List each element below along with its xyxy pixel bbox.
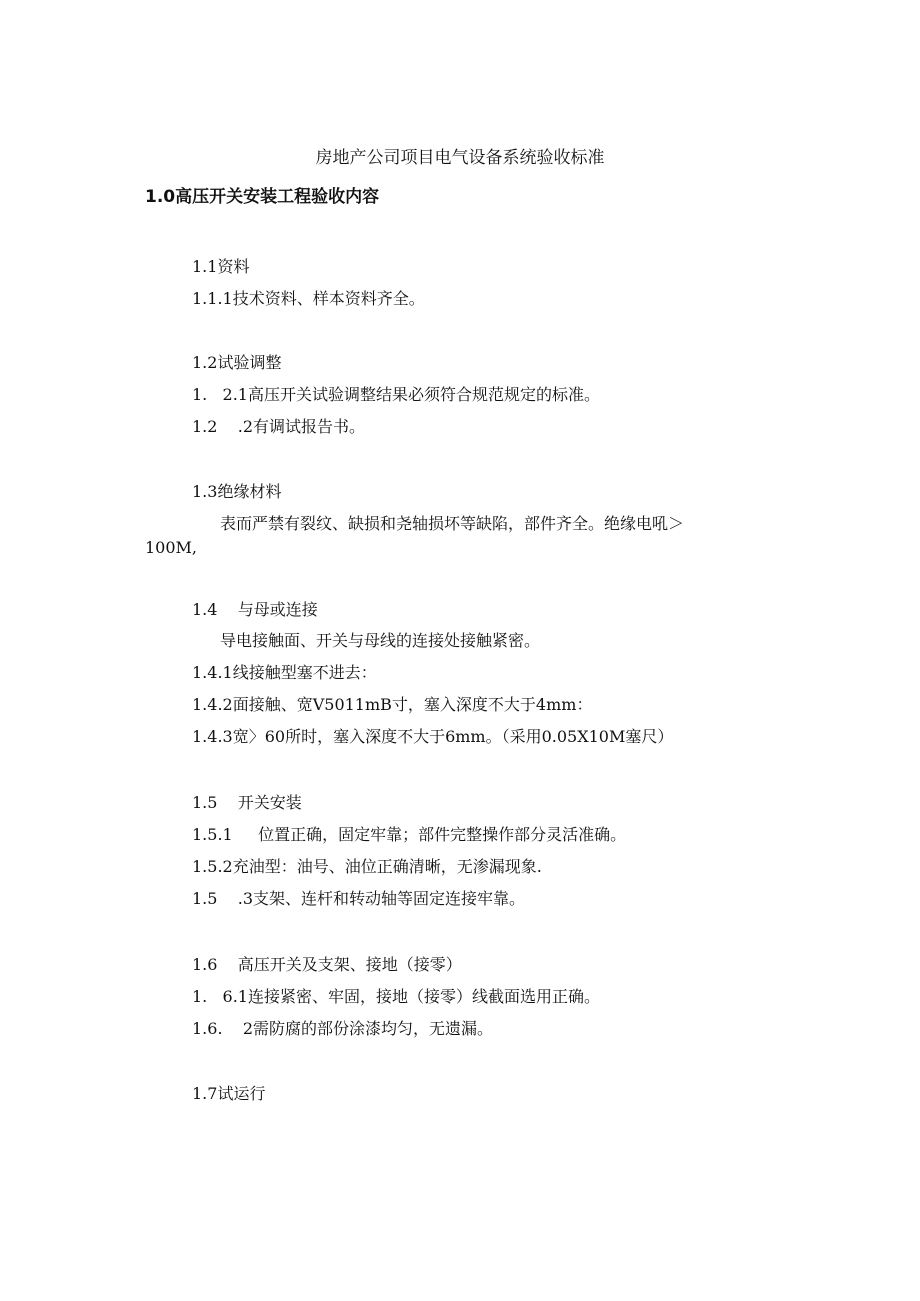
paragraph-line: 100M, <box>145 538 198 557</box>
subsection-heading-1-6: 1.6 高压开关及支架、接地（接零） <box>192 955 462 974</box>
subsection-heading-1-1: 1.1资料 <box>192 257 250 276</box>
paragraph-line: 导电接触面、开关与母线的连接处接触紧密。 <box>220 631 541 650</box>
list-item: 1.6. 2需防腐的部份涂漆均匀，无遗漏。 <box>192 1019 494 1038</box>
list-item: 1.4.3宽〉60所时，塞入深度不大于6mm。（采用0.05X10M塞尺） <box>192 727 674 746</box>
list-item: 1. 6.1连接紧密、牢固，接地（接零）线截面选用正确。 <box>192 987 600 1006</box>
subsection-heading-1-3: 1.3绝缘材料 <box>192 482 282 501</box>
list-item: 1.5.2充油型：油号、油位正确清晰，无渗漏现象. <box>192 857 542 876</box>
list-item: 1.4.1线接触型塞不进去： <box>192 663 377 682</box>
list-item: 1.1.1技术资料、样本资料齐全。 <box>192 289 425 308</box>
list-item: 1.5 .3支架、连杆和转动轴等固定连接牢靠。 <box>192 889 526 908</box>
section-heading: 1.0高压开关安装工程验收内容 <box>145 187 380 207</box>
paragraph-line: 表而严禁有裂纹、缺损和尧轴损坏等缺陷，部件齐全。绝缘电吼＞ <box>220 514 685 533</box>
subsection-heading-1-7: 1.7试运行 <box>192 1084 266 1103</box>
list-item: 1.2 .2有调试报告书。 <box>192 417 366 436</box>
subsection-heading-1-2: 1.2试验调整 <box>192 353 282 372</box>
document-title: 房地产公司项目电气设备系统验收标准 <box>315 148 605 168</box>
list-item: 1.5.1 位置正确，固定牢靠；部件完整操作部分灵活准确。 <box>192 825 627 844</box>
list-item: 1. 2.1高压开关试验调整结果必须符合规范规定的标准。 <box>192 385 600 404</box>
subsection-heading-1-4: 1.4 与母或连接 <box>192 600 318 619</box>
list-item: 1.4.2面接触、宽V5011mB寸，塞入深度不大于4mm： <box>192 695 593 714</box>
subsection-heading-1-5: 1.5 开关安装 <box>192 793 302 812</box>
